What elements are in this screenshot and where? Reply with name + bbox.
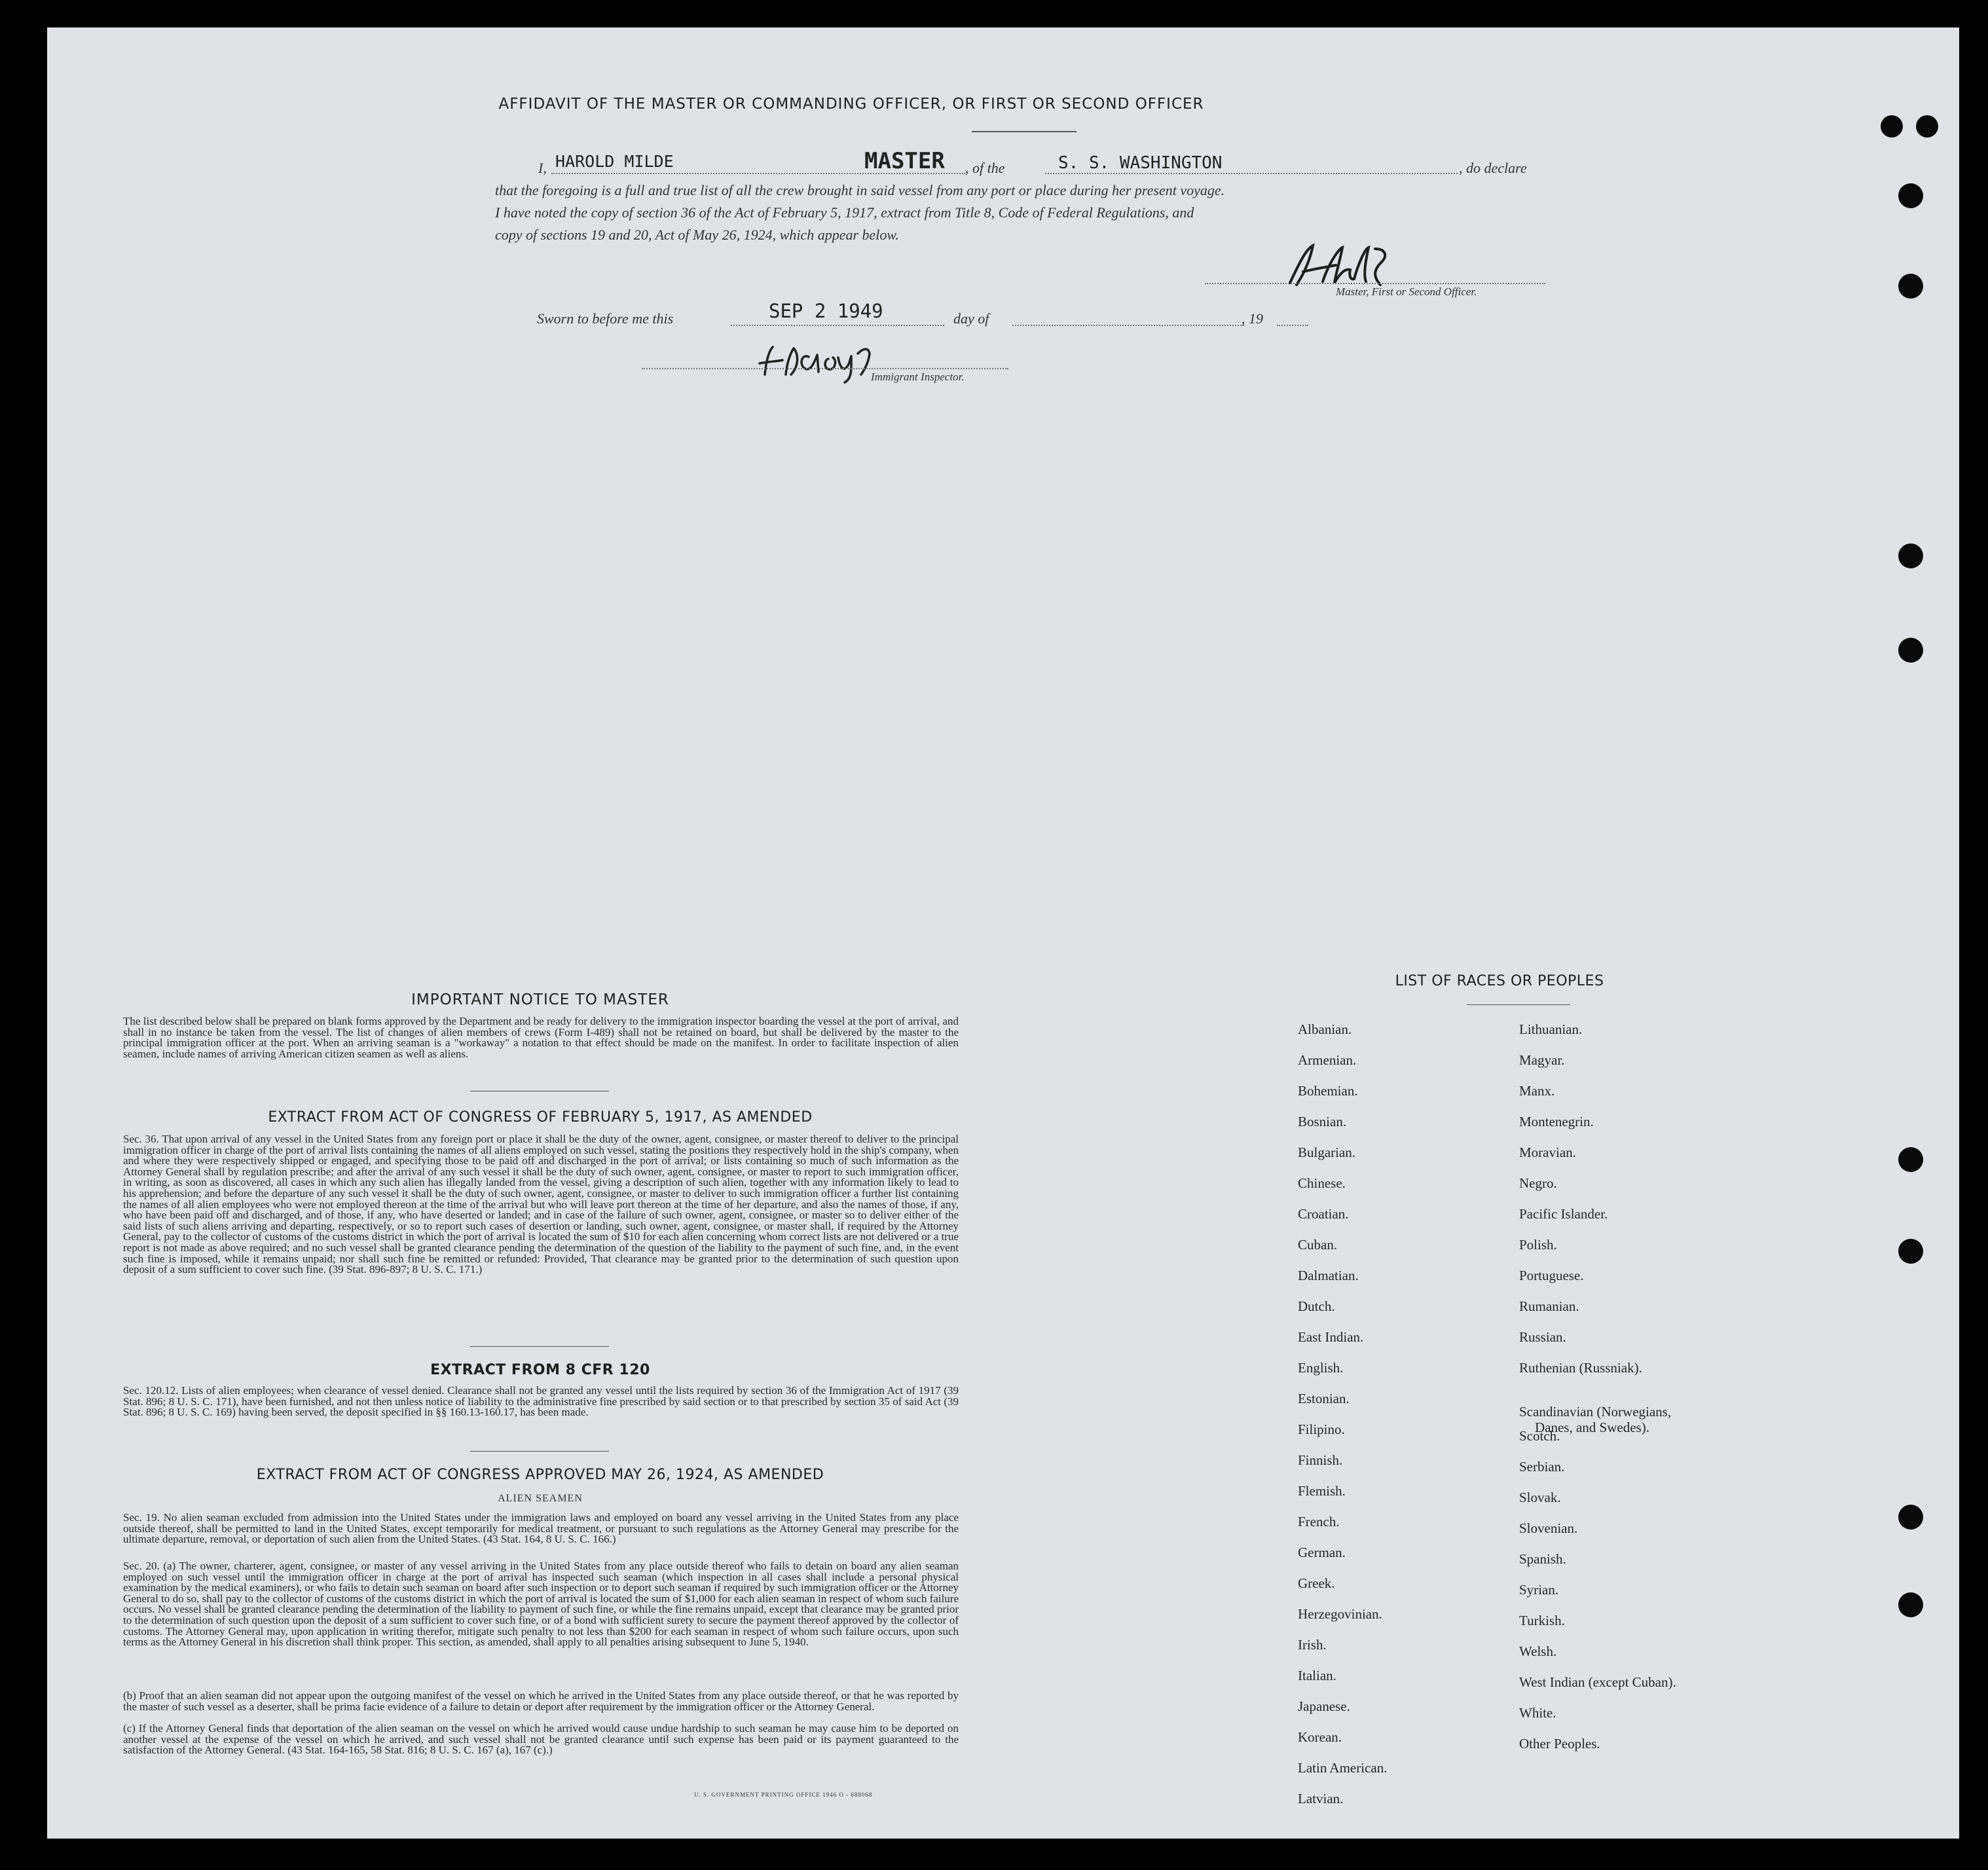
punch-hole	[1898, 543, 1923, 568]
race-item: Filipino.	[1298, 1421, 1345, 1437]
race-item: Lithuanian.	[1519, 1021, 1583, 1037]
race-item: German.	[1298, 1545, 1346, 1560]
race-item: Dalmatian.	[1298, 1268, 1359, 1283]
extract-cfr-text: Sec. 120.12. Lists of alien employees; when clearance of vessel denied. Clearance shall not be granted any vessel until the lists required by section 36 of the Immigration Act of 1917 (39 Stat. 896; 8 U. S. C. 171), have been furnished, and not then unless notice of liability to the administrative fine prescribed by said section or to that prescribed by section 35 of said Act (39 Stat. 896; 8 U. S. C. 169) having been served, the deposit specified in §§ 160.13-160.17, has been made.	[123, 1384, 959, 1419]
race-item: Herzegovinian.	[1298, 1606, 1382, 1622]
race-item: English.	[1298, 1360, 1344, 1376]
punch-hole	[1898, 638, 1923, 663]
race-item: Russian.	[1519, 1329, 1566, 1345]
punch-hole	[1881, 115, 1903, 138]
extract-1917-title: EXTRACT FROM ACT OF CONGRESS OF FEBRUARY 5, 1917, AS AMENDED	[268, 1109, 813, 1126]
race-item: Korean.	[1298, 1729, 1342, 1745]
race-item: Scotch.	[1519, 1428, 1560, 1444]
race-item: Armenian.	[1298, 1052, 1357, 1068]
race-item: East Indian.	[1298, 1329, 1364, 1345]
divider	[1467, 1004, 1570, 1005]
race-item: Serbian.	[1519, 1459, 1565, 1475]
punch-hole	[1898, 183, 1923, 208]
notice-title: IMPORTANT NOTICE TO MASTER	[411, 991, 669, 1008]
race-item: Irish.	[1298, 1637, 1327, 1653]
race-item: Rumanian.	[1519, 1298, 1579, 1314]
punch-hole	[1898, 274, 1923, 299]
extract-1924-sec20b: (b) Proof that an alien seaman did not appear upon the outgoing manifest of the vessel on which he arrived in the United States from any place outside thereof, or that he was reported by the master of such vessel as a deserter, shall be prima facie evidence of a failure to detain or deport after requirement by the immigration officer or the Attorney General.	[123, 1689, 959, 1713]
races-title: LIST OF RACES OR PEOPLES	[1395, 973, 1604, 989]
race-item: Spanish.	[1519, 1551, 1566, 1567]
punch-hole	[1898, 1147, 1923, 1172]
race-item: White.	[1519, 1705, 1556, 1721]
race-item: Scandinavian (Norwegians,	[1519, 1404, 1672, 1420]
officer-signature-line	[1205, 283, 1545, 284]
notice-text: The list described below shall be prepared on blank forms approved by the Department and be ready for delivery to the immigration inspector boarding the vessel at the port of arrival, and shall in no instance be taken from the vessel. The list of changes of alien members of crews (Form I-489) shall not be retained on board, but shall be delivered by the master to the principal immigration officer at the port. When an arriving seaman is a "workaway" a notation to that effect should be made on the manifest. In order to facilitate inspection of alien seamen, include names of arriving American citizen seamen as well as aliens.	[123, 1015, 959, 1060]
vessel-line	[1045, 173, 1458, 174]
race-item: Other Peoples.	[1519, 1736, 1600, 1751]
declaration-line-4: copy of sections 19 and 20, Act of May 26, 1924, which appear below.	[495, 227, 899, 243]
race-item: Estonian.	[1298, 1391, 1350, 1406]
extract-1924-sec20a: Sec. 20. (a) The owner, charterer, agent, consignee, or master of any vessel arriving in the United States from any place outside thereof who fails to detain on board any alien seaman employed on such vessel until the immigration officer in charge at the port of arrival has inspected such seaman (which inspection in all cases shall include a personal physical examination by the medical examiners), or who fails to detain such seaman on board after such inspection or to deport such seaman if required by such immigration officer or the Attorney General to do so, shall pay to the collector of customs of the customs district in which the port of arrival is located the sum of $1,000 for each alien seaman in respect of whom such failure occurs. No vessel shall be granted clearance pending the determination of the liability to payment of such fine, or while the fine remains unpaid, except that clearance may be granted prior to the determination of such question upon the deposit of a sum sufficient to cover such fine, or of a bond with sufficient surety to secure the payment thereof approved by the collector of customs. The Attorney General may, upon application in writing therefor, mitigate such penalty to not less than $200 for each seaman in respect of whom such failure occurs, upon such terms as the Attorney General in his discretion shall think proper. This section, as amended, shall apply to all penalties arising subsequent to June 5, 1940.	[123, 1560, 959, 1649]
race-item: Manx.	[1519, 1083, 1555, 1099]
declaration-line-3: I have noted the copy of section 36 of the Act of February 5, 1917, extract from Title 8, Code of Federal Regulations, and	[495, 204, 1194, 221]
extract-1924-subtitle: ALIEN SEAMEN	[498, 1493, 583, 1504]
race-item: Welsh.	[1519, 1643, 1557, 1659]
race-item: Chinese.	[1298, 1175, 1346, 1191]
race-item: Latvian.	[1298, 1791, 1344, 1806]
race-item: Dutch.	[1298, 1298, 1335, 1314]
year-line	[1277, 325, 1308, 326]
divider	[470, 1346, 609, 1347]
race-item: Danes, and Swedes).	[1535, 1420, 1649, 1435]
day-of-line	[1012, 325, 1244, 326]
race-item: Turkish.	[1519, 1613, 1565, 1628]
punch-hole	[1898, 1239, 1923, 1264]
affidavit-title: AFFIDAVIT OF THE MASTER OR COMMANDING OFFICER, OR FIRST OR SECOND OFFICER	[498, 96, 1204, 113]
race-item: Italian.	[1298, 1668, 1336, 1683]
extract-1924-sec19: Sec. 19. No alien seaman excluded from admission into the United States under the immigration laws and employed on board any vessel arriving in the United States from any place outside thereof, shall be permitted to land in the United States, except temporarily for medical treatment, or pursuant to such regulations as the Attorney General may prescribe for the ultimate departure, removal, or deportation of such alien from the United States. (43 Stat. 164, 8 U. S. C. 166.)	[123, 1511, 959, 1546]
extract-cfr-title: EXTRACT FROM 8 CFR 120	[430, 1362, 650, 1378]
do-declare-label: , do declare	[1459, 160, 1527, 176]
printer-imprint: U. S. GOVERNMENT PRINTING OFFICE 1946 O - 688068	[694, 1791, 873, 1798]
officer-rank: MASTER	[864, 148, 945, 174]
race-item: Latin American.	[1298, 1760, 1388, 1776]
race-item: French.	[1298, 1514, 1340, 1530]
declaration-line-2: that the foregoing is a full and true list of all the crew brought in said vessel from any port or place during her present voyage.	[495, 182, 1225, 198]
race-item: Moravian.	[1519, 1145, 1576, 1160]
race-item: Greek.	[1298, 1575, 1335, 1591]
inspector-signature-line	[642, 368, 1008, 369]
extract-1924-sec20c: (c) If the Attorney General finds that deportation of the alien seaman on the vessel on which he arrived would cause undue hardship to such seaman he may cause him to be deported on another vessel at the expense of the vessel on which he arrived, and such vessel shall not be granted clearance until such expense has been paid or its payment guaranteed to the satisfaction of the Attorney General. (43 Stat. 164-165, 58 Stat. 816; 8 U. S. C. 167 (a), 167 (c).)	[123, 1722, 959, 1757]
race-item: Albanian.	[1298, 1021, 1352, 1037]
race-item: Bulgarian.	[1298, 1145, 1356, 1160]
race-item: Pacific Islander.	[1519, 1206, 1608, 1222]
race-item: Finnish.	[1298, 1452, 1343, 1468]
race-item: Bohemian.	[1298, 1083, 1358, 1099]
race-item: Negro.	[1519, 1175, 1557, 1191]
of-the-label: , of the	[965, 160, 1005, 176]
extract-1917-text: Sec. 36. That upon arrival of any vessel in the United States from any foreign port or place it shall be the duty of the owner, agent, consignee, or master thereof to deliver to the principal immigration officer in charge of the port of arrival lists containing the names of all aliens employed on such vessel, stating the positions they respectively hold in the ship's company, when and where they were respectively shipped or engaged, and specifying those to be paid off and discharged in the port of arrival; or lists containing so much of such information as the Attorney General shall by regulation prescribe; and after the arrival of any such vessel it shall be the duty of such owner, agent, consignee, or master to report to such immigration officer, in writing, as soon as discovered, all cases in which any such alien has illegally landed from the vessel, giving a description of such alien, together with any information likely to lead to his apprehension; and before the departure of any such vessel it shall be the duty of such owner, agent, consignee, or master to deliver to such immigration officer a further list containing the names of all alien employees who were not employed thereon at the time of the arrival but who will leave port thereon at the time of her departure, and also the names of those, if any, who have been paid off and discharged, and of those, if any, who have deserted or landed; and in case of the failure of such owner, agent, consignee, or master so to deliver either of the said lists of such aliens arriving and departing, respectively, or so to report such cases of desertion or landing, such owner, agent, consignee, or master shall, if required by the Attorney General, pay to the collector of customs of the customs district in which the port of arrival is located the sum of $10 for each alien concerning whom correct lists are not delivered or a true report is not made as above required; and no such vessel shall be granted clearance pending the determination of the question of the liability to the payment of such fine, and, in the event such fine is imposed, while it remains unpaid; nor shall such fine be remitted or refunded: Provided, That clearance may be granted prior to the determination of such question upon deposit of a sum sufficient to cover such fine. (39 Stat. 896-897; 8 U. S. C. 171.)	[123, 1133, 959, 1276]
year-label: , 19	[1242, 310, 1263, 327]
punch-hole	[1898, 1592, 1923, 1617]
divider	[972, 131, 1077, 132]
officer-caption: Master, First or Second Officer.	[1336, 285, 1477, 298]
punch-hole	[1898, 1505, 1923, 1530]
race-item: Slovenian.	[1519, 1520, 1578, 1536]
extract-1924-title: EXTRACT FROM ACT OF CONGRESS APPROVED MAY 26, 1924, AS AMENDED	[256, 1467, 824, 1483]
master-name: HAROLD MILDE	[555, 152, 674, 171]
vessel-name: S. S. WASHINGTON	[1058, 153, 1223, 173]
race-item: Bosnian.	[1298, 1114, 1347, 1129]
punch-hole	[1916, 115, 1938, 138]
race-item: Japanese.	[1298, 1698, 1350, 1714]
race-item: Polish.	[1519, 1237, 1557, 1253]
day-of-label: day of	[953, 310, 989, 327]
race-item: Slovak.	[1519, 1490, 1561, 1505]
sworn-label: Sworn to before me this	[537, 310, 674, 327]
inspector-caption: Immigrant Inspector.	[871, 371, 965, 383]
race-item: Syrian.	[1519, 1582, 1559, 1598]
sworn-date: SEP 2 1949	[769, 300, 883, 322]
sworn-date-line	[731, 325, 944, 326]
race-item: Montenegrin.	[1519, 1114, 1594, 1129]
race-item: Cuban.	[1298, 1237, 1338, 1253]
race-item: Ruthenian (Russniak).	[1519, 1360, 1642, 1376]
race-item: Portuguese.	[1519, 1268, 1584, 1283]
race-item: West Indian (except Cuban).	[1519, 1674, 1676, 1690]
divider	[470, 1451, 609, 1452]
race-item: Flemish.	[1298, 1483, 1346, 1499]
race-item: Croatian.	[1298, 1206, 1349, 1222]
declaration-prefix: I,	[538, 160, 547, 176]
race-item: Magyar.	[1519, 1052, 1565, 1068]
